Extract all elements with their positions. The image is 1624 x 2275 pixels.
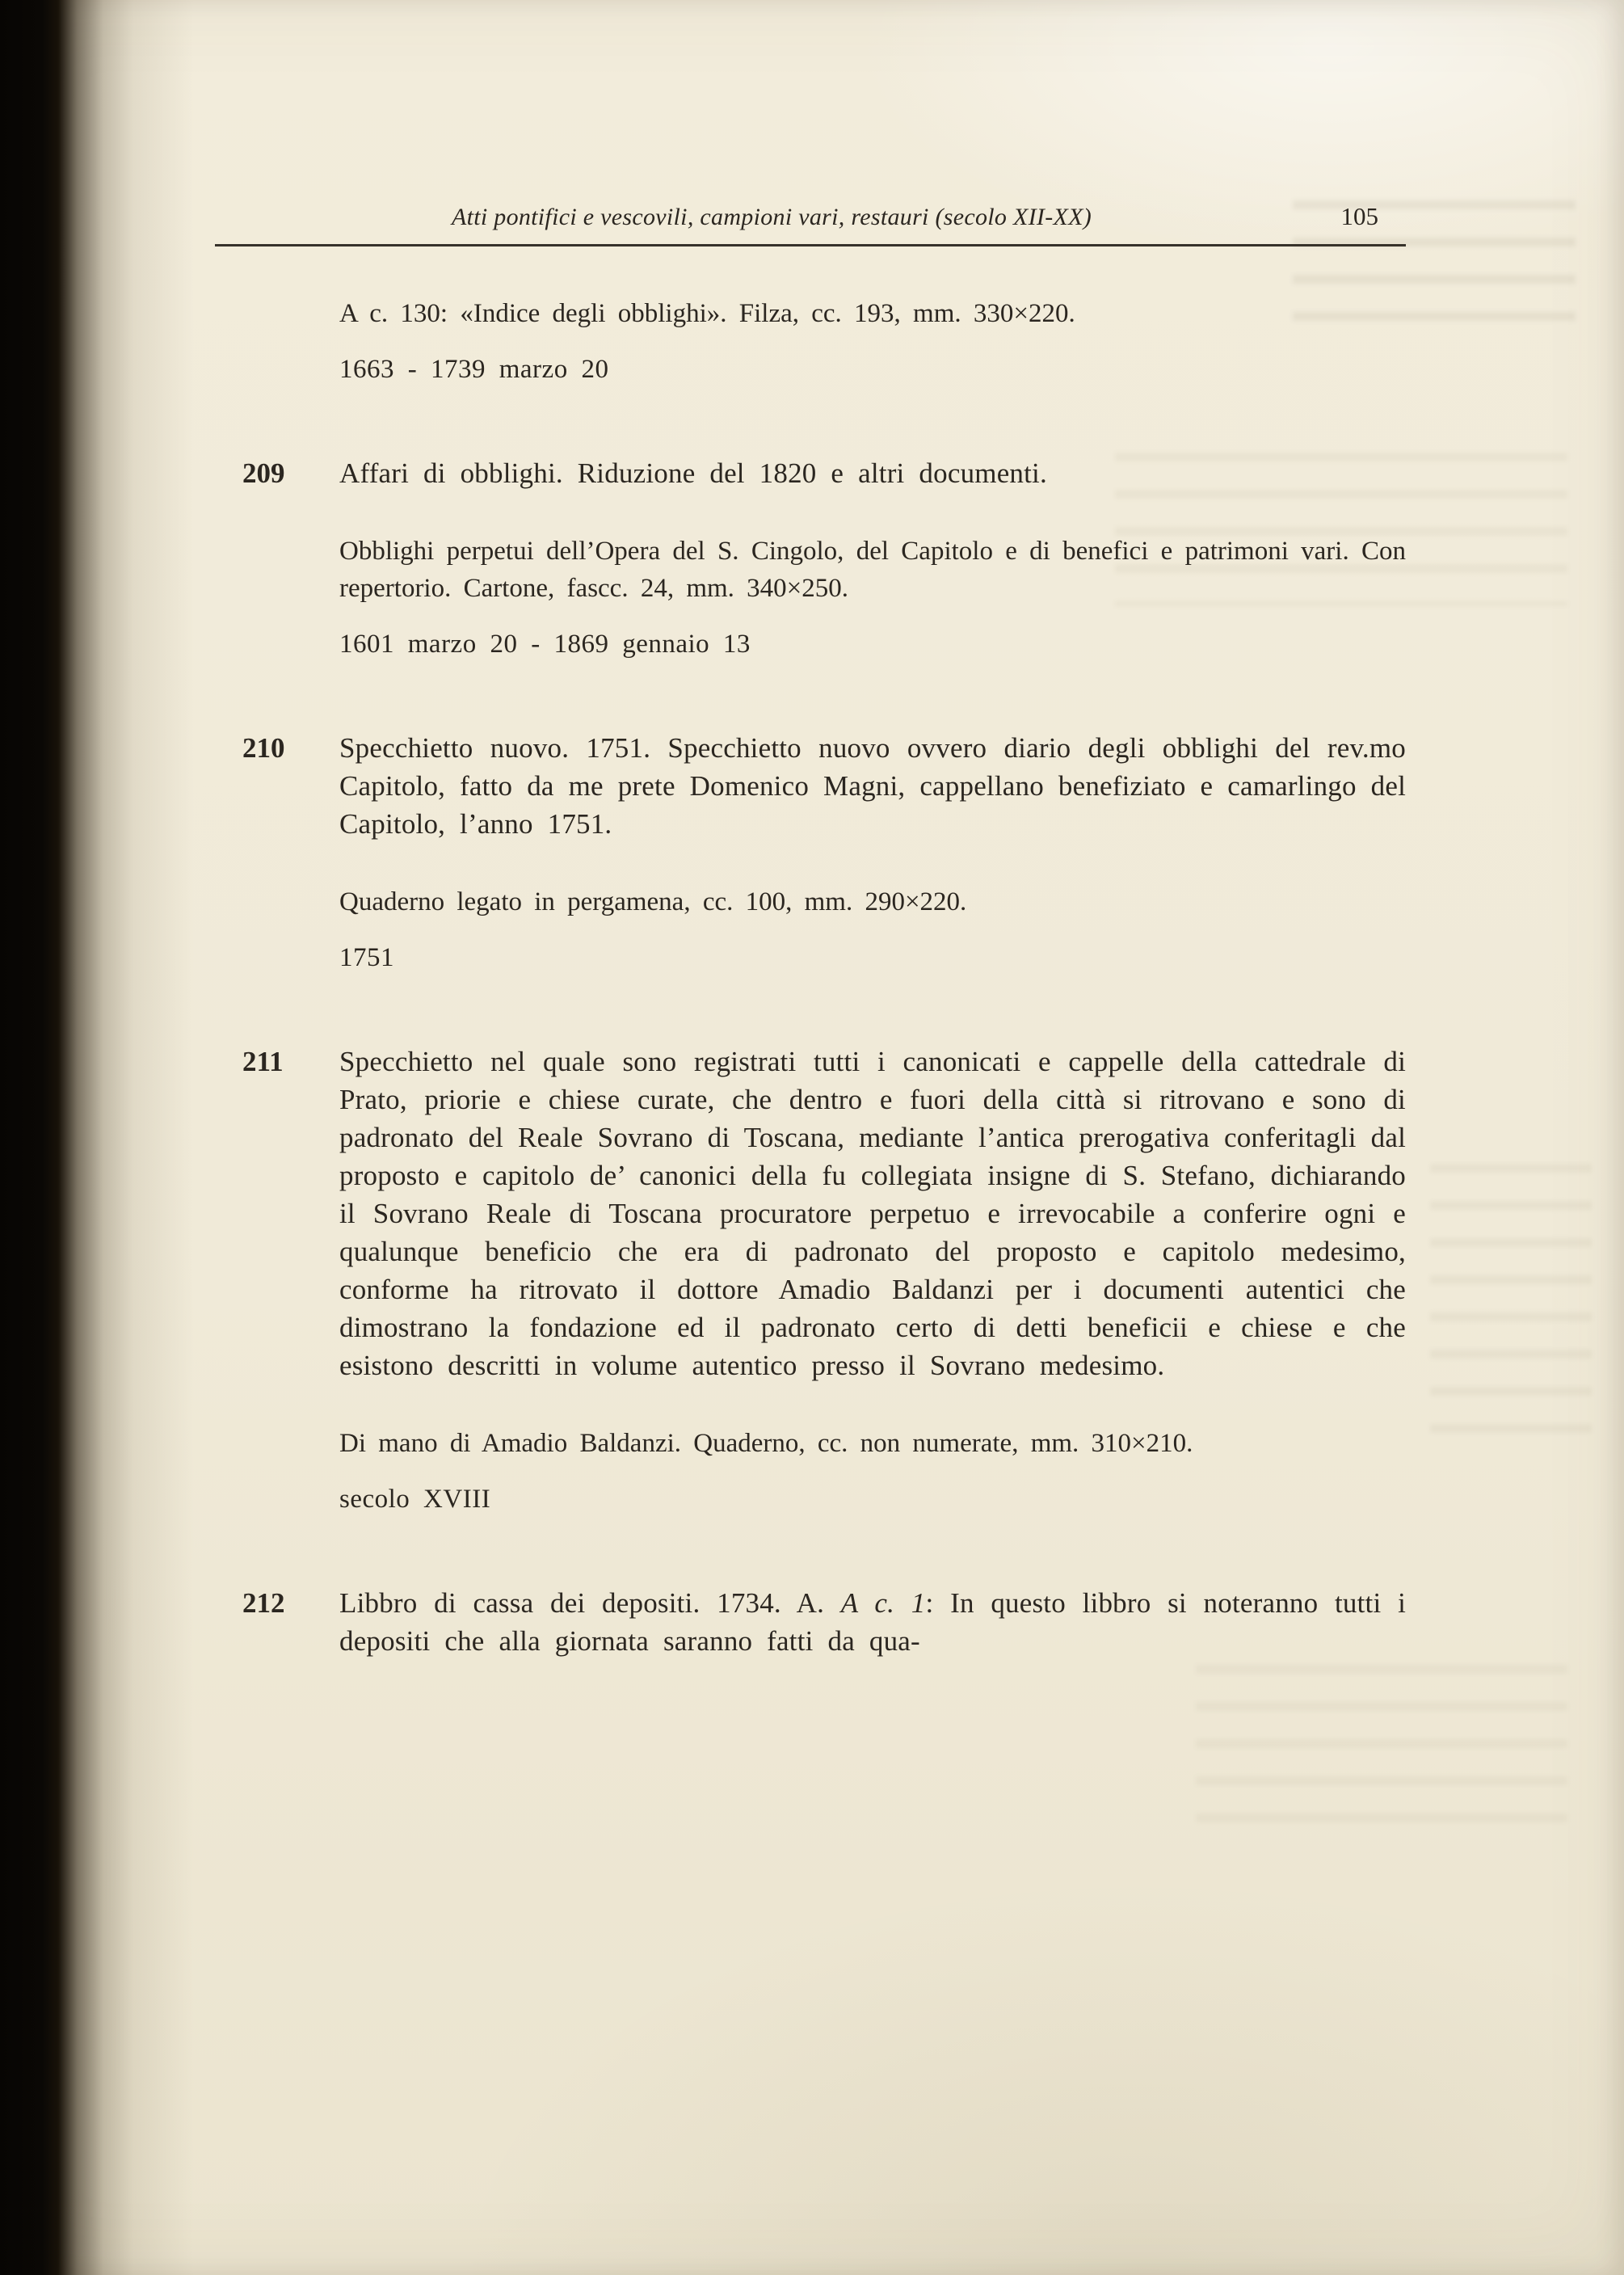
entry-number: 211 bbox=[242, 1046, 284, 1077]
entry-title-segment: Libbro di cassa dei depositi. 1734. A. bbox=[339, 1587, 841, 1619]
header-rule bbox=[215, 244, 1406, 246]
entry-date: 1751 bbox=[339, 943, 394, 972]
catalog-entry-210 bbox=[242, 729, 1406, 973]
catalog-entry-209 bbox=[242, 454, 1406, 659]
intro-text: A c. 130: «Indice degli obblighi». Filza, cc. 193, mm. 330×220. bbox=[339, 299, 1075, 328]
entry-number: 209 bbox=[242, 457, 285, 489]
entry-title: Specchietto nel quale sono registrati tutti i canonicati e cappelle della cattedrale di Prato, priorie e chiese curate, che dentro e fuori della città si ritrovano e sono di padronato del Reale Sovrano di Toscana, mediante l’antica prerogativa conferitagli dal proposto e capitolo de’ canonici della fu collegiata insigne di S. Stefano, dichiarando il Sovrano Reale di Toscana procuratore perpetuo e irrevocabile a conferire ogni e qualunque beneficio che era di padronato del proposto e capitolo medesimo, conforme ha ritrovato il dottore Amadio Baldanzi per i documenti autentici che dimostrano la fondazione ed il padronato certo di detti beneficii e chiese e che esistono descritti in volume autentico presso il Sovrano medesimo. bbox=[339, 1046, 1406, 1381]
entry-title: Specchietto nuovo. 1751. Specchietto nuovo ovvero diario degli obblighi del rev.mo Capitolo, fatto da me prete Domenico Magni, cappellano benefiziato e camarlingo del Capitolo, l’anno 1751. bbox=[339, 732, 1406, 840]
entry-date: secolo XVIII bbox=[339, 1485, 491, 1514]
book-gutter-edge bbox=[0, 0, 194, 2275]
catalog-entry-211 bbox=[242, 1043, 1406, 1515]
entry-body bbox=[339, 1584, 1406, 1660]
entry-title-segment-italic: A c. 1 bbox=[840, 1587, 926, 1619]
entry-body bbox=[339, 729, 1406, 973]
entry-date: 1601 marzo 20 - 1869 gennaio 13 bbox=[339, 630, 751, 659]
entry-description: Di mano di Amadio Baldanzi. Quaderno, cc. non numerate, mm. 310×210. bbox=[339, 1429, 1193, 1458]
entry-number: 210 bbox=[242, 732, 285, 764]
page-number: 105 bbox=[1340, 202, 1378, 230]
entry-number: 212 bbox=[242, 1587, 285, 1619]
entry-description: Quaderno legato in pergamena, cc. 100, mm. 290×220. bbox=[339, 887, 967, 916]
entry-title: Affari di obblighi. Riduzione del 1820 e altri documenti. bbox=[339, 457, 1047, 489]
catalog-intro bbox=[339, 295, 1406, 385]
entry-body bbox=[339, 1043, 1406, 1515]
running-header bbox=[242, 202, 1406, 231]
page-content bbox=[242, 202, 1406, 1660]
entry-body bbox=[339, 454, 1406, 659]
intro-date: 1663 - 1739 marzo 20 bbox=[339, 355, 609, 384]
entry-title-segment: : In questo libbro si noteranno tutti i depositi che alla giornata saranno fatti da qua- bbox=[339, 1587, 1407, 1657]
catalog-entry-212 bbox=[242, 1584, 1406, 1660]
running-title: Atti pontifici e vescovili, campioni vari, restauri (secolo XII-XX) bbox=[451, 204, 1092, 230]
entry-description: Obblighi perpetui dell’Opera del S. Cingolo, del Capitolo e di benefici e patrimoni vari. Con repertorio. Cartone, fascc. 24, mm. 340×250. bbox=[339, 537, 1406, 603]
verso-showthrough bbox=[1196, 1665, 1567, 1843]
verso-showthrough bbox=[1430, 1164, 1592, 1455]
entry-title bbox=[339, 1584, 1406, 1660]
